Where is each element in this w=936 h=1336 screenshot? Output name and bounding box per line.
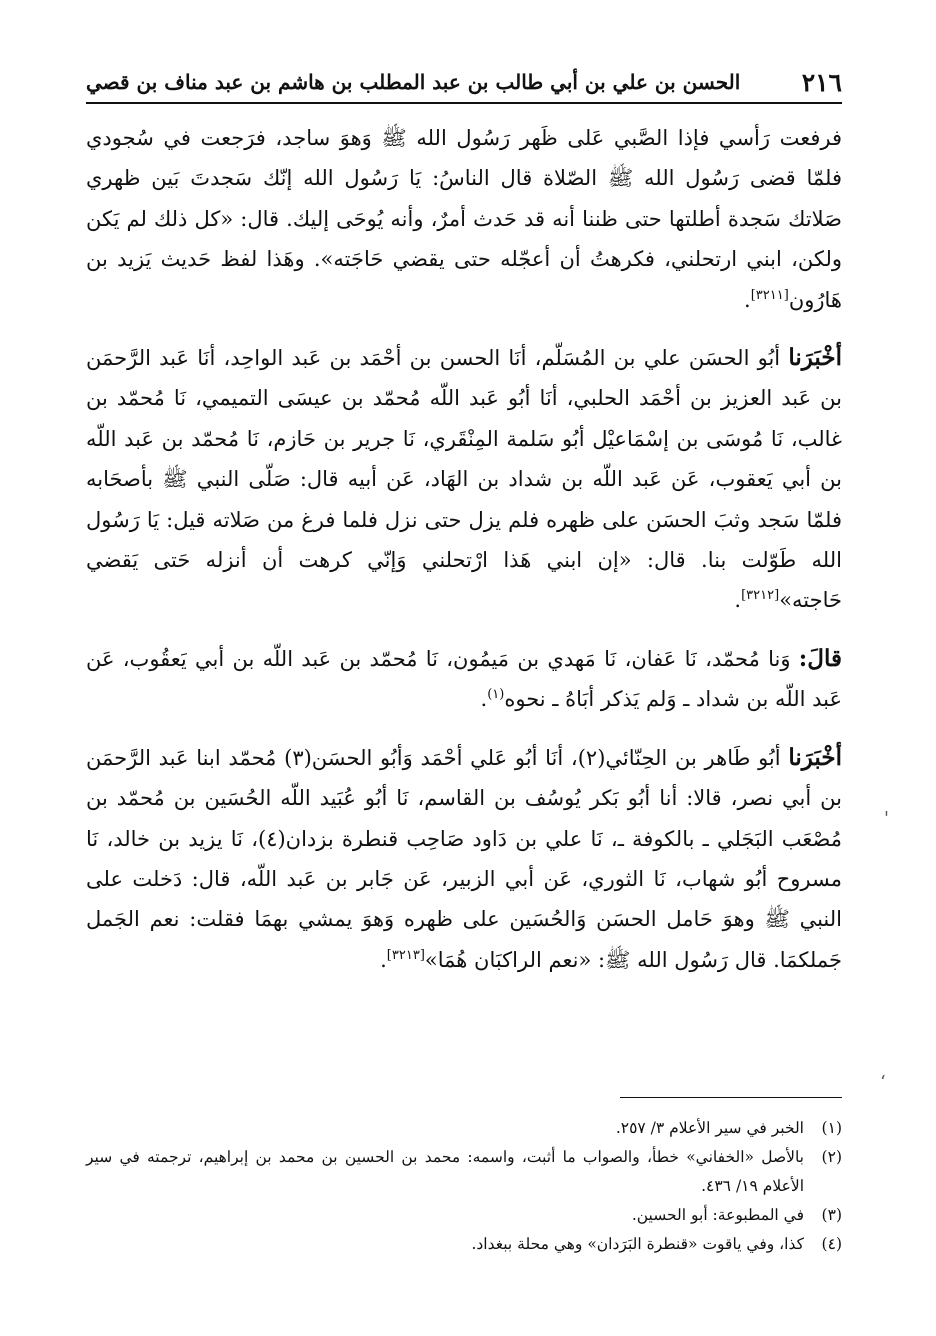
paragraph-text: وَنا مُحمّد، نَا عَفان، نَا مَهدي بن مَيمُون، نَا مُحمّد بن عَبد اللّه بن أبي يَعقُوب، عَن عَبد اللّه بن شداد ـ وَلم يَذكر أبَاهُ ـ نحوه <box>86 646 842 712</box>
footnote-text: في المطبوعة: أبو الحسين. <box>631 1206 804 1224</box>
paragraph-lead: أخْبَرَنا <box>788 344 842 372</box>
paragraph-end: . <box>734 588 742 613</box>
footnote-text: الخبر في سير الأعلام ٣/ ٢٥٧. <box>615 1119 804 1137</box>
footnotes <box>86 1114 842 1259</box>
footnote-number: (٣) <box>821 1206 842 1224</box>
footnote-reference: (١) <box>487 687 505 703</box>
paragraph-text: فرفعت رَأسي فإذا الصَّبي عَلى ظَهر رَسُول الله ﷺ وَهوَ ساجد، فرَجعت في سُجودي فلمّا قضى رَسُول الله ﷺ الصّلاة قال الناسُ: يَا رَسُول الله إنّك سَجدتَ بَين ظهري صَلاتك سَجدة أطلتها حتى ظننا أنه قد حَدث أمرٌ، وأنه يُوحَى إليك. قال: «كل ذلك لم يَكن ولكن، ابني ارتحلني، فكرهتُ أن أعجّله حتى يقضي حَاجَته». وهَذا لفظ حَديث يَزيد بن هَارُون <box>86 126 842 312</box>
hadith-reference: [٣٢١١] <box>750 287 789 303</box>
paragraph <box>86 338 842 621</box>
footnote-divider <box>620 1097 842 1098</box>
page-number: ٢١٦ <box>801 67 842 97</box>
paragraph-lead: قالَ: <box>798 644 842 672</box>
hadith-reference: [٣٢١٢] <box>741 588 780 604</box>
footnote-number: (٤) <box>821 1235 842 1253</box>
paragraph-lead: أخْبَرَنا <box>788 743 842 771</box>
paragraph-text: أبُو طَاهر بن الحِنّائي(٢)، أنَا أبُو عَلي أحْمَد وَأبُو الحسَن(٣) مُحمّد ابنا عَبد الرَّحمَن بن أبي نصر، قالا: أنا أبُو بَكر يُوسُف بن القاسم، نَا أبُو عُبَيد اللّه الحُسَين بن مُحمّد بن مُصْعَب البَجَلي ـ بالكوفة ـ، نَا علي بن دَاود صَاحِب قنطرة بزدان(٤)، نَا يزيد بن خالد، نَا مسروح أبُو شهاب، نَا الثوري، عَن أبي الزبير، عَن جَابر بن عَبد اللّه، قال: دَخلت على النبي ﷺ وهوَ حَامل الحسَن وَالحُسَين على ظهره وَهوَ يمشي بهمَا فقلت: نعم الجَمل جَملكمَا. قال رَسُول الله ﷺ: «نعم الراكبَان هُمَا» <box>86 745 842 972</box>
paragraph <box>86 639 842 720</box>
footnote <box>86 1143 842 1201</box>
footnote-text: بالأصل «الخفاني» خطأ، والصواب ما أثبت، واسمه: محمد بن الحسين بن محمد بن إبراهيم، ترجمته في سير الأعلام ١٩/ ٤٣٦. <box>86 1148 804 1195</box>
footnote <box>86 1230 842 1259</box>
footnote-text: كذا، وفي ياقوت «قنطرة البَرَدان» وهي محلة ببغداد. <box>471 1235 804 1253</box>
footnote-number: (٢) <box>821 1148 842 1166</box>
page-header <box>86 62 842 104</box>
main-text <box>86 118 842 998</box>
stray-mark: ' <box>884 808 889 829</box>
paragraph <box>86 118 842 320</box>
paragraph-end: . <box>744 287 751 312</box>
footnote-number: (١) <box>821 1119 842 1137</box>
footnote <box>86 1201 842 1230</box>
paragraph-text: أبُو الحسَن علي بن المُسَلّم، أنَا الحسن بن أحْمَد بن عَبد الواحِد، أنَا عَبد الرَّحمَن بن عَبد العزيز بن أحْمَد الحلبي، أنَا أبُو عَبد اللّه مُحمّد بن عيسَى التميمي، نَا مُحمّد بن غالب، نَا مُوسَى بن إسْمَاعيْل أبُو سَلمة المِنْقَري، نَا جرير بن حَازم، نَا مُحمّد بن عَبد اللّه بن أبي يَعقوب، عَن عَبد اللّه بن شداد بن الهَاد، عَن أبيه قال: صَلّى النبي ﷺ بأصحَابه فلمّا سَجد وثبَ الحسَن على ظهره فلم يزل حتى نزل فلما فرغ من صَلاته قيل: يَا رَسُول الله طَوّلت بنا. قال: «إن ابني هَذا ارْتحلني وَإنّي كرهت أن أنزله حَتى يَقضي حَاجته» <box>86 346 842 613</box>
footnote <box>86 1114 842 1143</box>
running-title: الحسن بن علي بن أبي طالب بن عبد المطلب بن هاشم بن عبد مناف بن قصي <box>86 70 741 94</box>
hadith-reference: [٣٢١٣] <box>386 947 425 963</box>
stray-mark: ʻ <box>880 1072 886 1093</box>
paragraph-end: . <box>380 947 387 972</box>
paragraph <box>86 738 842 980</box>
paragraph-end: . <box>480 687 488 712</box>
